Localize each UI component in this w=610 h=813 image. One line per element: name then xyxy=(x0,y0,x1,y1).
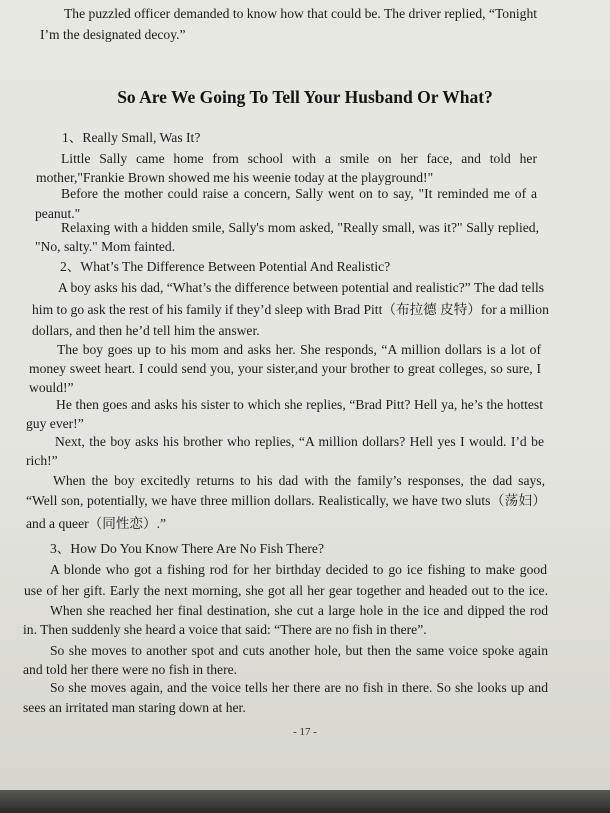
text-line: sees an irritated man staring down at her. xyxy=(23,700,246,715)
section-heading: 3、How Do You Know There Are No Fish There? xyxy=(50,541,324,556)
text-line: The boy goes up to his mom and asks her. She responds, “A million dollars is a lot of xyxy=(57,342,541,357)
text-line: I’m the designated decoy.” xyxy=(40,27,186,42)
text-line: mother,"Frankie Brown showed me his weenie today at the playground!" xyxy=(36,170,434,185)
text-line: “Well son, potentially, we have three million dollars. Realistically, we have two sluts（荡妇） xyxy=(26,493,546,508)
text-line: Little Sally came home from school with a smile on her face, and told her xyxy=(61,151,537,166)
text-line: and told her there were no fish in there. xyxy=(23,662,238,677)
text-line: guy ever!” xyxy=(26,416,84,431)
text-line: He then goes and asks his sister to which she replies, “Brad Pitt? Hell ya, he’s the hottest xyxy=(56,397,543,412)
table-shadow xyxy=(0,790,610,813)
text-line: Relaxing with a hidden smile, Sally's mom asked, "Really small, was it?" Sally replied, xyxy=(61,220,539,235)
text-line: A blonde who got a fishing rod for her birthday decided to go ice fishing to make good xyxy=(50,562,547,577)
text-line: peanut." xyxy=(35,206,81,221)
text-line: So she moves to another spot and cuts another hole, but then the same voice spoke again xyxy=(50,643,548,658)
text-line: rich!” xyxy=(26,453,58,468)
text-line: in. Then suddenly she heard a voice that said: “There are no fish in there”. xyxy=(23,622,427,637)
text-line: So she moves again, and the voice tells her there are no fish in there. So she looks up and xyxy=(50,680,548,695)
text-line: money sweet heart. I could send you, your sister,and your brother to great colleges, so sure, I xyxy=(29,361,541,376)
page-number: - 17 - xyxy=(293,726,317,738)
text-line: would!” xyxy=(29,380,74,395)
text-line: "No, salty." Mom fainted. xyxy=(35,239,176,254)
story-title: So Are We Going To Tell Your Husband Or What? xyxy=(117,87,493,107)
text-line: dollars, and then he’d tell him the answer. xyxy=(32,323,260,338)
text-line: and a queer（同性恋）.” xyxy=(26,516,167,531)
section-heading: 1、Really Small, Was It? xyxy=(62,130,201,145)
section-heading: 2、What’s The Difference Between Potential And Realistic? xyxy=(60,259,391,274)
text-line: A boy asks his dad, “What’s the difference between potential and realistic?” The dad tells xyxy=(58,280,545,295)
text-line: When the boy excitedly returns to his dad with the family’s responses, the dad says, xyxy=(53,473,545,488)
text-line: Next, the boy asks his brother who replies, “A million dollars? Hell yes I would. I’d be xyxy=(55,434,544,449)
text-line: The puzzled officer demanded to know how that could be. The driver replied, “Tonight xyxy=(64,6,538,21)
text-line: Before the mother could raise a concern, Sally went on to say, "It reminded me of a xyxy=(61,186,537,201)
text-line: When she reached her final destination, she cut a large hole in the ice and dipped the rod xyxy=(50,603,548,618)
text-line: him to go ask the rest of his family if they’d sleep with Brad Pitt（布拉德 皮特）for a million xyxy=(32,302,549,317)
text-line: use of her gift. Early the next morning, she got all her gear together and headed out to the ice. xyxy=(24,583,548,598)
